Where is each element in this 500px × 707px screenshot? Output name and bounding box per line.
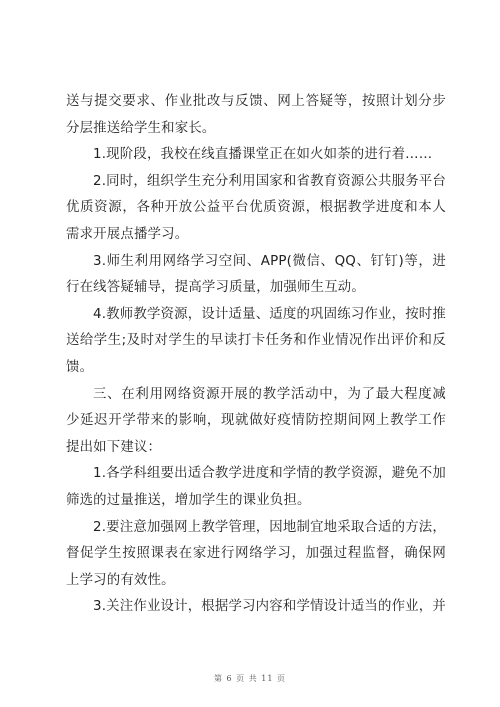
paragraph-item-4: 4.教师教学资源，设计适量、适度的巩固练习作业，按时推送给学生;及时对学生的早读打卡任务和作业情况作出评价和反馈。: [66, 306, 446, 375]
paragraph-continuation: 送与提交要求、作业批改与反馈、网上答疑等，按照计划分步分层推送给学生和家长。: [66, 94, 446, 136]
suggestion-item-2: 2.要注意加强网上教学管理，因地制宜地采取合适的方法，督促学生按照课表在家进行网络学习，加强过程监督，确保网上学习的有效性。: [66, 519, 446, 588]
suggestion-item-3: 3.关注作业设计，根据学习内容和学情设计适当的作业，并: [93, 599, 446, 615]
section-three-heading-paragraph: 三、在利用网络资源开展的教学活动中，为了最大程度减少延迟开学带来的影响，现就做好疫情防控期间网上教学工作提出如下建议：: [66, 386, 446, 455]
paragraph-item-2: 2.同时，组织学生充分利用国家和省教育资源公共服务平台优质资源，各种开放公益平台优质资源，根据教学进度和本人需求开展点播学习。: [66, 173, 446, 242]
suggestion-item-1: 1.各学科组要出适合教学进度和学情的教学资源，避免不加筛选的过量推送，增加学生的课业负担。: [66, 466, 446, 508]
document-body: [66, 89, 446, 621]
paragraph-item-1: 1.现阶段，我校在线直播课堂正在如火如荼的进行着……: [93, 147, 433, 163]
paragraph-item-3: 3.师生利用网络学习空间、APP(微信、QQ、钉钉)等，进行在线答疑辅导，提高学习质量，加强师生互动。: [66, 253, 446, 296]
page-number-footer: 第 6 页 共 11 页: [214, 674, 286, 683]
